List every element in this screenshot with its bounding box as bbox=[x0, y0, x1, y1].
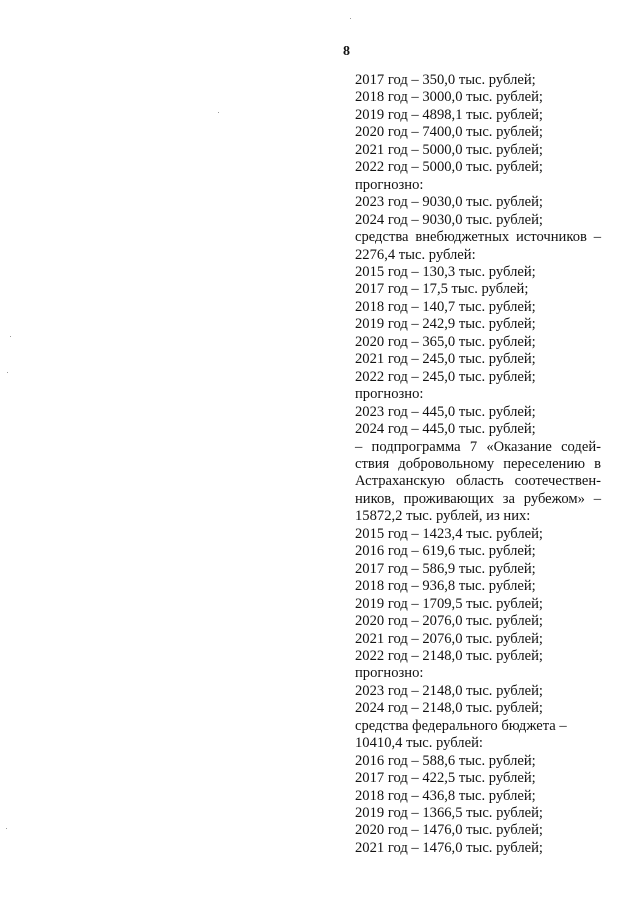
text-line: 2020 год – 365,0 тыс. рублей; bbox=[355, 333, 536, 350]
text-line: 2018 год – 436,8 тыс. рублей; bbox=[355, 787, 536, 804]
text-line: 2019 год – 242,9 тыс. рублей; bbox=[355, 316, 536, 333]
text-line: 2021 год – 1476,0 тыс. рублей; bbox=[355, 839, 543, 856]
text-line: 2018 год – 936,8 тыс. рублей; bbox=[355, 578, 536, 595]
text-line: 2016 год – 619,6 тыс. рублей; bbox=[355, 543, 536, 560]
scan-speck bbox=[350, 18, 351, 19]
text-line: 15872,2 тыс. рублей, из них: bbox=[355, 508, 531, 525]
text-line: 2276,4 тыс. рублей: bbox=[355, 246, 476, 263]
text-line: 2022 год – 5000,0 тыс. рублей; bbox=[355, 159, 543, 176]
text-line: 2015 год – 130,3 тыс. рублей; bbox=[355, 263, 536, 280]
text-line: 2024 год – 9030,0 тыс. рублей; bbox=[355, 211, 543, 228]
text-line: прогнозно: bbox=[355, 386, 424, 403]
text-line: 2020 год – 7400,0 тыс. рублей; bbox=[355, 124, 543, 141]
page-number: 8 bbox=[343, 44, 350, 59]
text-line: 2018 год – 140,7 тыс. рублей; bbox=[355, 298, 536, 315]
text-line: 2020 год – 1476,0 тыс. рублей; bbox=[355, 822, 543, 839]
text-line: 10410,4 тыс. рублей: bbox=[355, 735, 483, 752]
text-line: 2017 год – 422,5 тыс. рублей; bbox=[355, 770, 536, 787]
text-line: 2021 год – 2076,0 тыс. рублей; bbox=[355, 630, 543, 647]
text-line: 2017 год – 586,9 тыс. рублей; bbox=[355, 560, 536, 577]
text-line: 2021 год – 245,0 тыс. рублей; bbox=[355, 351, 536, 368]
text-line: 2023 год – 445,0 тыс. рублей; bbox=[355, 403, 536, 420]
text-line: ников, проживающих за рубежом» – bbox=[355, 490, 601, 507]
text-line: прогнозно: bbox=[355, 176, 424, 193]
text-line: средства федерального бюджета – bbox=[355, 717, 567, 734]
text-line: 2023 год – 9030,0 тыс. рублей; bbox=[355, 194, 543, 211]
text-line: 2024 год – 445,0 тыс. рублей; bbox=[355, 421, 536, 438]
text-line: 2023 год – 2148,0 тыс. рублей; bbox=[355, 682, 543, 699]
text-line: – подпрограмма 7 «Оказание содей- bbox=[355, 438, 601, 455]
text-line: 2024 год – 2148,0 тыс. рублей; bbox=[355, 700, 543, 717]
text-line: 2017 год – 17,5 тыс. рублей; bbox=[355, 281, 529, 298]
scan-speck bbox=[7, 372, 8, 373]
text-line: 2016 год – 588,6 тыс. рублей; bbox=[355, 752, 536, 769]
text-line: 2017 год – 350,0 тыс. рублей; bbox=[355, 72, 536, 88]
text-line: 2019 год – 1366,5 тыс. рублей; bbox=[355, 805, 543, 822]
text-line: 2018 год – 3000,0 тыс. рублей; bbox=[355, 89, 543, 106]
text-line: средства внебюджетных источников – bbox=[355, 229, 601, 246]
text-line: ствия добровольному переселению в bbox=[355, 455, 601, 472]
scan-speck bbox=[218, 112, 219, 113]
scan-speck bbox=[6, 828, 7, 829]
document-text-column bbox=[355, 72, 601, 857]
text-line: прогнозно: bbox=[355, 665, 424, 682]
text-line: 2015 год – 1423,4 тыс. рублей; bbox=[355, 525, 543, 542]
scan-speck bbox=[10, 336, 11, 337]
text-line: 2019 год – 1709,5 тыс. рублей; bbox=[355, 595, 543, 612]
text-line: 2022 год – 245,0 тыс. рублей; bbox=[355, 368, 536, 385]
text-line: 2021 год – 5000,0 тыс. рублей; bbox=[355, 141, 543, 158]
text-line: 2019 год – 4898,1 тыс. рублей; bbox=[355, 106, 543, 123]
text-line: 2020 год – 2076,0 тыс. рублей; bbox=[355, 613, 543, 630]
text-line: 2022 год – 2148,0 тыс. рублей; bbox=[355, 647, 543, 664]
text-line: Астраханскую область соотечествен- bbox=[355, 473, 601, 490]
